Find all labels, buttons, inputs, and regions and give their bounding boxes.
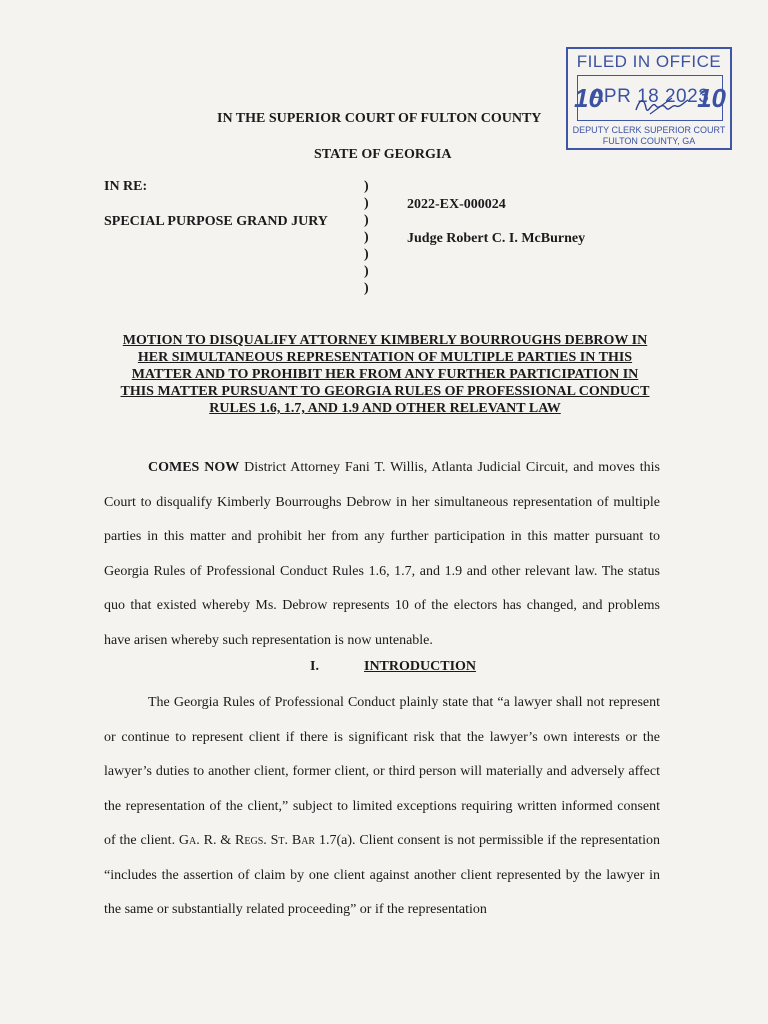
court-heading: IN THE SUPERIOR COURT OF FULTON COUNTY	[217, 111, 542, 126]
motion-title-line: RULES 1.6, 1.7, AND 1.9 AND OTHER RELEVANT LAW	[209, 401, 561, 416]
motion-title-line: MOTION TO DISQUALIFY ATTORNEY KIMBERLY BOURROUGHS DEBROW IN	[122, 333, 648, 348]
party-name: SPECIAL PURPOSE GRAND JURY	[104, 214, 328, 229]
section-title: INTRODUCTION	[364, 659, 477, 674]
motion-title-line: THIS MATTER PURSUANT TO GEORGIA RULES OF PROFESSIONAL CONDUCT	[120, 384, 650, 399]
motion-title	[104, 332, 666, 417]
intro-paragraph	[104, 451, 660, 658]
stamp-footer-line1: DEPUTY CLERK SUPERIOR COURT	[572, 125, 726, 135]
body-text-part2: 1.7(a). Client consent is not permissible if the representation “includes the assertion of claim by one client against another client represented by the lawyer in the same or substantially related proceeding” or if the representation	[104, 833, 660, 917]
in-re-label: IN RE:	[104, 179, 148, 194]
body-paragraph	[104, 686, 660, 928]
state-heading: STATE OF GEORGIA	[314, 147, 452, 162]
stamp-right-mark: 10	[697, 83, 726, 113]
motion-title-line: MATTER AND TO PROHIBIT HER FROM ANY FURTHER PARTICIPATION IN	[131, 367, 639, 382]
body-text-part1: The Georgia Rules of Professional Conduct plainly state that “a lawyer shall not represent or continue to represent client if there is significant risk that the lawyer’s own interests or the lawyer’s duties to another client, former client, or third person will materially and adversely affect the representation of the client,” subject to limited exceptions requiring written informed consent of the client.	[104, 695, 660, 848]
judge-name: Judge Robert C. I. McBurney	[407, 231, 586, 246]
stamp-footer	[568, 125, 730, 147]
stamp-left-mark: 10	[574, 83, 603, 113]
rule-citation: Ga. R. & Regs. St. Bar	[178, 833, 316, 848]
section-number: I.	[310, 659, 319, 674]
stamp-date-box	[574, 75, 726, 121]
caption-parentheses: ) ) ) ) ) ) )	[364, 179, 369, 296]
clerk-signature	[632, 94, 692, 118]
intro-text: District Attorney Fani T. Willis, Atlanta Judicial Circuit, and moves this Court to disqualify Kimberly Bourroughs Debrow in her simultaneous representation of multiple parties in this matter and prohibit her from any further participation in this matter pursuant to Georgia Rules of Professional Conduct Rules 1.6, 1.7, and 1.9 and other relevant law. The status quo that existed whereby Ms. Debrow represents 10 of the electors has changed, and problems have arisen whereby such representation is now untenable.	[104, 460, 660, 648]
intro-lead: COMES NOW	[148, 460, 240, 475]
filed-stamp	[566, 47, 732, 150]
stamp-footer-line2: FULTON COUNTY, GA	[602, 136, 696, 146]
motion-title-line: HER SIMULTANEOUS REPRESENTATION OF MULTIPLE PARTIES IN THIS	[137, 350, 633, 365]
stamp-date: APR 18 2023	[590, 86, 710, 107]
stamp-title: FILED IN OFFICE	[576, 52, 722, 71]
case-number: 2022-EX-000024	[407, 197, 506, 212]
